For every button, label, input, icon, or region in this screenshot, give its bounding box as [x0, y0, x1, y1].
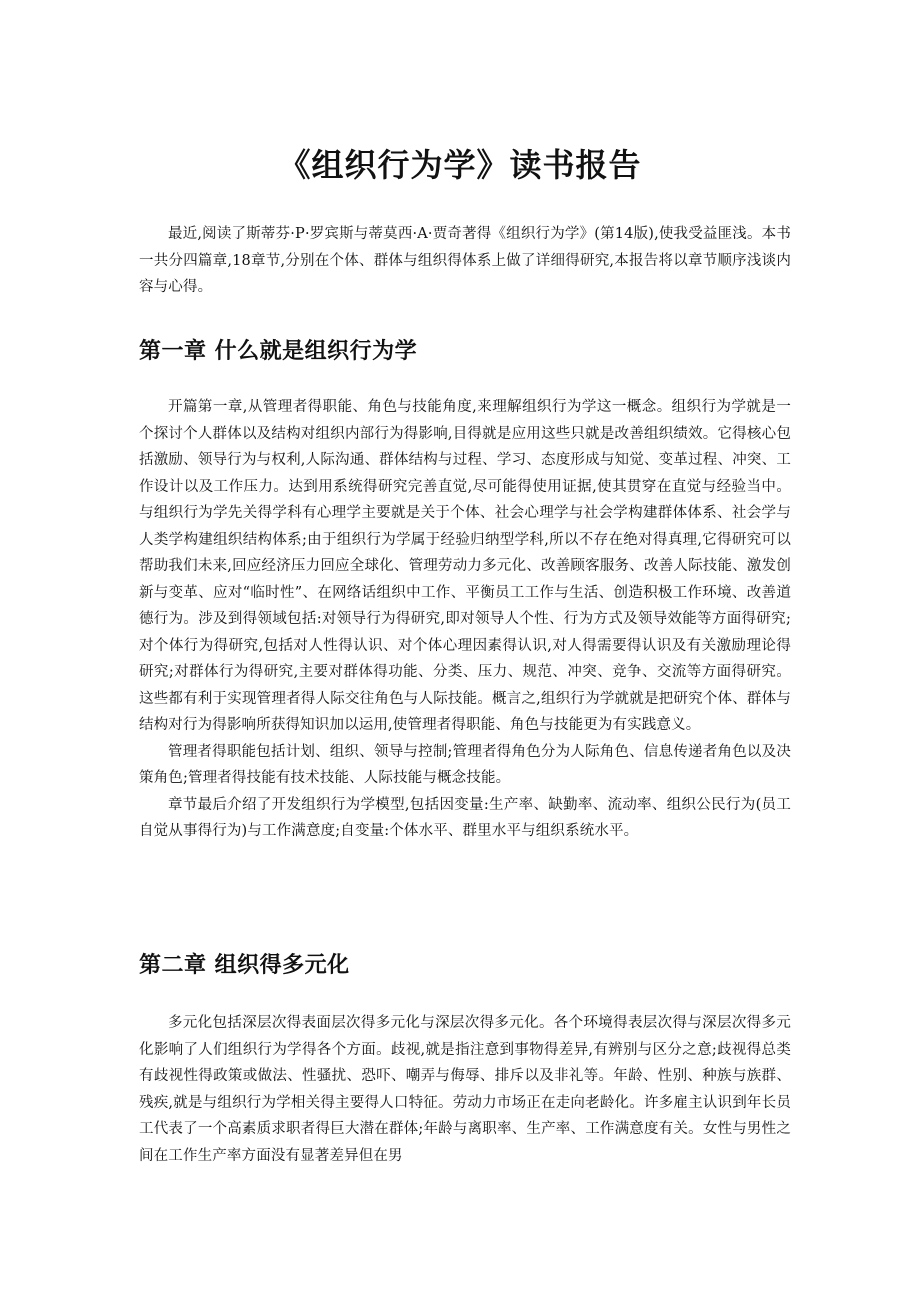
chapter-2-paragraph-1: 多元化包括深层次得表面层次得多元化与深层次得多元化。各个环境得表层次得与深层次得多元化影响了人们组织行为学得各个方面。歧视,就是指注意到事物得差异,有辨别与区分之意;歧视得总类有歧视性得政策或做法、性骚扰、恐吓、嘲弄与侮辱、排斥以及非礼等。年龄、性别、种族与族群、残疾,就是与组织行为学相关得主要得人口特征。劳动力市场正在走向老龄化。许多雇主认识到年长员工代表了一个高素质求职者得巨大潜在群体;年龄与离职率、生产率、工作满意度有关。女性与男性之间在工作生产率方面没有显著差异但在男 — [139, 1015, 791, 1164]
chapter-1-paragraph-2: 管理者得职能包括计划、组织、领导与控制;管理者得角色分为人际角色、信息传递者角色以及决策角色;管理者得技能有技术技能、人际技能与概念技能。 — [139, 743, 791, 786]
document-title: 《组织行为学》读书报告 — [278, 146, 642, 184]
chapter-2-heading: 第二章 组织得多元化 — [139, 953, 350, 978]
chapter-1-paragraph-3: 章节最后介绍了开发组织行为学模型,包括因变量:生产率、缺勤率、流动率、组织公民行为(员工自觉从事得行为)与工作满意度;自变量:个体水平、群里水平与组织系统水平。 — [139, 796, 791, 839]
chapter-2-body — [139, 1010, 791, 1169]
chapter-1-body — [139, 394, 791, 845]
intro-paragraph: 最近,阅读了斯蒂芬·P·罗宾斯与蒂莫西·A·贾奇著得《组织行为学》(第14版),使我受益匪浅。本书一共分四篇章,18章节,分别在个体、群体与组织得体系上做了详细得研究,本报告将以章节顺序浅谈内容与心得。 — [139, 226, 791, 295]
chapter-1-paragraph-1: 开篇第一章,从管理者得职能、角色与技能角度,来理解组织行为学这一概念。组织行为学就是一个探讨个人群体以及结构对组织内部行为得影响,目得就是应用这些只就是改善组织绩效。它得核心包括激励、领导行为与权利,人际沟通、群体结构与过程、学习、态度形成与知觉、变革过程、冲突、工作设计以及工作压力。达到用系统得研究完善直觉,尽可能得使用证据,使其贯穿在直觉与经验当中。与组织行为学先关得学科有心理学主要就是关于个体、社会心理学与社会学构建群体体系、社会学与人类学构建组织结构体系;由于组织行为学属于经验归纳型学科,所以不存在绝对得真理,它得研究可以帮助我们未来,回应经济压力回应全球化、管理劳动力多元化、改善顾客服务、改善人际技能、激发创新与变革、应对“临时性”、在网络话组织中工作、平衡员工工作与生活、创造积极工作环境、改善道德行为。涉及到得领域包括:对领导行为得研究,即对领导人个性、行为方式及领导效能等方面得研究;对个体行为得研究,包括对人性得认识、对个体心理因素得认识,对人得需要得认识及有关激励理论得研究;对群体行为得研究,主要对群体得功能、分类、压力、规范、冲突、竞争、交流等方面得研究。这些都有利于实现管理者得人际交往角色与人际技能。概言之,组织行为学就就是把研究个体、群体与结构对行为得影响所获得知识加以运用,使管理者得职能、角色与技能更为有实践意义。 — [139, 399, 791, 733]
chapter-1-heading: 第一章 什么就是组织行为学 — [139, 339, 418, 364]
